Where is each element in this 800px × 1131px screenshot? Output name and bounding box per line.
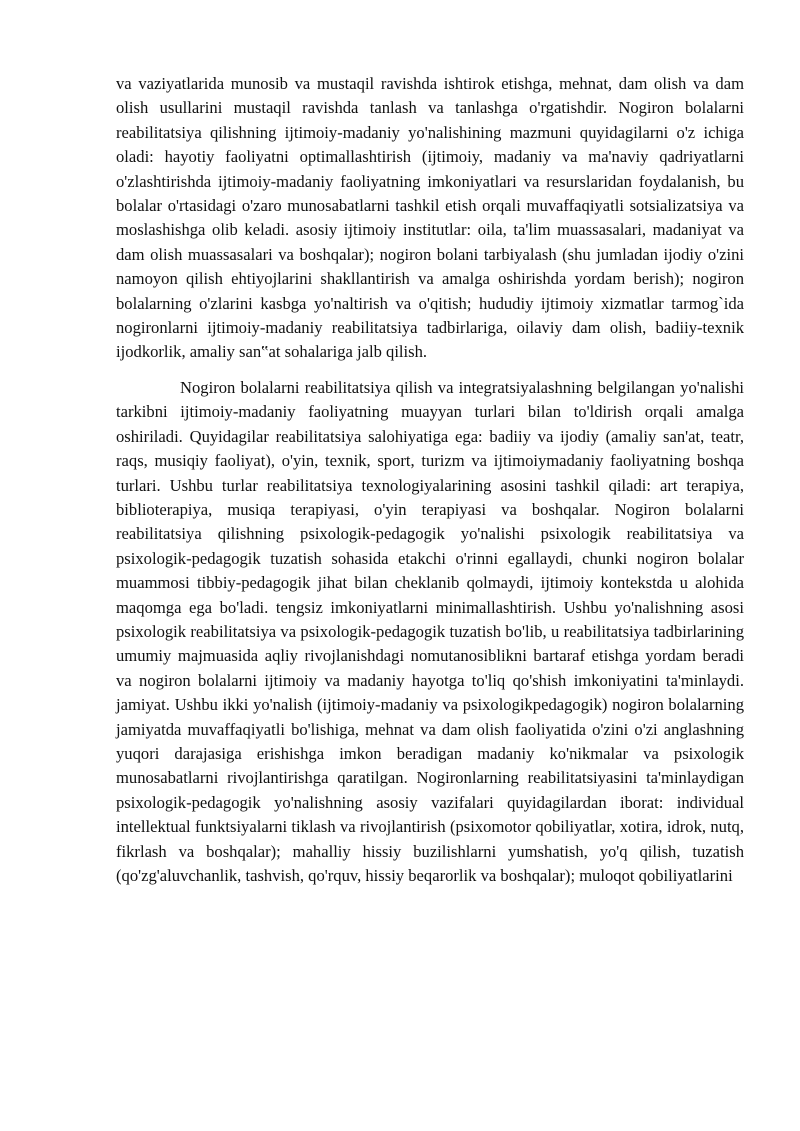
body-paragraph: va vaziyatlarida munosib va mustaqil ravishda ishtirok etishga, mehnat, dam olish va dam olish usullarini mustaqil ravishda tanlash va tanlashga o'rgatishdir. Nogiron bolalarni reabilitatsiya qilishning ijtimoiy-madaniy yo'nalishining mazmuni quyidagilarni o'z ichiga oladi: hayotiy faoliyatni optimallashtirish (ijtimoiy, madaniy va ma'naviy qadriyatlarni o'zlashtirishda ijtimoiy-madaniy faoliyatning imkoniyatlari va resurslaridan foydalanish, bu bolalar o'rtasidagi o'zaro munosabatlarni tashkil etish orqali muvaffaqiyatli sotsializatsiya va moslashishga olib keladi. asosiy ijtimoiy institutlar: oila, ta'lim muassasalari, madaniyat va dam olish muassasalari va boshqalar); nogiron bolani tarbiyalash (shu jumladan ijodiy o'zini namoyon qilish ehtiyojlarini shakllantirish va amalga oshirishda yordam berish); nogiron bolalarning o'zlarini kasbga yo'naltirish va o'qitish; hududiy ijtimoiy xizmatlar tarmog`ida nogironlarni ijtimoiy-madaniy reabilitatsiya tadbirlariga, oilaviy dam olish, badiiy-texnik ijodkorlik, amaliy san‟at sohalariga jalb qilish. bbox=[116, 74, 744, 362]
document-page bbox=[116, 72, 744, 888]
body-paragraph: Nogiron bolalarni reabilitatsiya qilish va integratsiyalashning belgilangan yo'nalishi tarkibni ijtimoiy-madaniy faoliyatning muayyan turlari bilan to'ldirish orqali amalga oshiriladi. Quyidagilar reabilitatsiya salohiyatiga ega: badiiy va ijodiy (amaliy san'at, teatr, raqs, musiqiy faoliyat), o'yin, texnik, sport, turizm va ijtimoiymadaniy faoliyatning boshqa turlari. Ushbu turlar reabilitatsiya texnologiyalarining asosini tashkil qiladi: art terapiya, biblioterapiya, musiqa terapiyasi, o'yin terapiyasi va boshqalar. Nogiron bolalarni reabilitatsiya qilishning psixologik-pedagogik yo'nalishi psixologik reabilitatsiya va psixologik-pedagogik tuzatish sohasida etakchi o'rinni egallaydi, chunki nogiron bolalar muammosi tibbiy-pedagogik jihat bilan cheklanib qolmaydi, ijtimoiy kontekstda u alohida maqomga ega bo'ladi. tengsiz imkoniyatlarni minimallashtirish. Ushbu yo'nalishning asosi psixologik reabilitatsiya va psixologik-pedagogik tuzatish bo'lib, u reabilitatsiya tadbirlarining umumiy majmuasida aqliy rivojlanishdagi nomutanosiblikni bartaraf etishga yordam beradi va nogiron bolalarni ijtimoiy va madaniy hayotga to'liq qo'shish imkoniyatini ta'minlaydi. jamiyat. Ushbu ikki yo'nalish (ijtimoiy-madaniy va psixologikpedagogik) nogiron bolalarning jamiyatda muvaffaqiyatli bo'lishiga, mehnat va dam olish faoliyatida o'zini o'zi anglashning yuqori darajasiga erishishga imkon beradigan madaniy ko'nikmalar va psixologik munosabatlarni rivojlantirishga qaratilgan. Nogironlarning reabilitatsiyasini ta'minlaydigan psixologik-pedagogik yo'nalishning asosiy vazifalari quyidagilardan iborat: individual intellektual funktsiyalarni tiklash va rivojlantirish (psixomotor qobiliyatlar, xotira, idrok, nutq, fikrlash va boshqalar); mahalliy hissiy buzilishlarni yumshatish, yo'q qilish, tuzatish (qo'zg'aluvchanlik, tashvish, qo'rquv, hissiy beqarorlik va boshqalar); muloqot qobiliyatlarini bbox=[116, 377, 744, 885]
